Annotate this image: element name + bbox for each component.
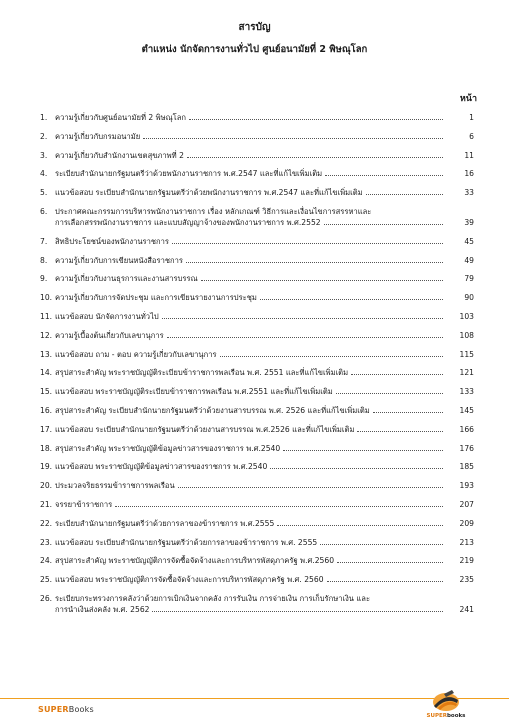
toc-entry xyxy=(40,461,474,472)
toc-entry-number: 19. xyxy=(40,462,53,472)
toc-entry-page: 219 xyxy=(459,556,474,566)
toc-entry-page: 121 xyxy=(459,368,474,378)
toc-entry xyxy=(40,405,474,416)
dot-leader xyxy=(187,157,443,158)
toc-entry-page: 166 xyxy=(459,424,474,434)
dot-leader xyxy=(373,412,443,413)
dot-leader xyxy=(277,525,443,526)
toc-entry-number: 18. xyxy=(40,443,53,453)
toc-entry-number: 23. xyxy=(40,537,53,547)
toc-entry-page: 185 xyxy=(459,462,474,472)
toc-entry xyxy=(40,131,474,142)
toc-entry-number: 14. xyxy=(40,368,53,378)
toc-entry xyxy=(40,349,474,360)
dot-leader xyxy=(162,318,443,319)
dot-leader xyxy=(270,468,443,469)
toc-entry xyxy=(40,236,474,247)
toc-entry-page: 115 xyxy=(459,349,474,359)
dot-leader xyxy=(320,544,443,545)
toc-entry-title: แนวข้อสอบ พระราชบัญญัติข้อมูลข่าวสารของราชการ พ.ศ.2540 xyxy=(55,462,268,472)
footer-brand-books: Books xyxy=(68,705,94,714)
toc-entry-page: 241 xyxy=(459,605,474,614)
toc-entry-number: 17. xyxy=(40,424,53,434)
toc-entry-title: แนวข้อสอบ พระราชบัญญัติระเบียบข้าราชการพลเรือน พ.ศ.2551 และที่แก้ไขเพิ่มเติม xyxy=(55,387,333,397)
toc-entry xyxy=(40,537,474,548)
toc-entry-page: 49 xyxy=(464,255,474,265)
toc-entry-page: 6 xyxy=(469,131,474,141)
toc-entry-page: 133 xyxy=(459,387,474,397)
toc-entry xyxy=(40,443,474,454)
toc-entry-page: 16 xyxy=(464,169,474,179)
toc-entry xyxy=(40,574,474,585)
toc-entry xyxy=(40,150,474,161)
toc-entry-number: 3. xyxy=(40,150,48,160)
toc-entry-title: ความรู้เกี่ยวกับสำนักงานเขตสุขภาพที่ 2 xyxy=(55,150,184,160)
dot-leader xyxy=(351,374,443,375)
toc-entry-title: แนวข้อสอบ ถาม - ตอบ ความรู้เกี่ยวกับเลขานุการ xyxy=(55,349,217,359)
dot-leader xyxy=(324,224,443,225)
toc-entry-title: สิทธิประโยชน์ของพนักงานราชการ xyxy=(55,236,169,246)
toc-entry xyxy=(40,112,474,123)
toc-entry-title: ความรู้เกี่ยวกับการเขียนหนังสือราชการ xyxy=(55,255,183,265)
toc-entry-number: 11. xyxy=(40,312,53,321)
toc-entry xyxy=(40,386,474,397)
toc-entry-title: ความรู้เกี่ยวกับงานธุรการและงานสารบรรณ xyxy=(55,274,198,284)
page-column-header: หน้า xyxy=(459,94,477,104)
toc-entry xyxy=(40,555,474,566)
toc-entry xyxy=(40,593,474,615)
toc-entry-page: 235 xyxy=(459,575,474,585)
superbooks-logo xyxy=(424,686,468,724)
toc-entry-page: 45 xyxy=(464,236,474,246)
footer-brand xyxy=(38,704,94,716)
page-title: สารบัญ xyxy=(238,22,271,33)
toc-entry xyxy=(40,499,474,510)
toc-entry-number: 5. xyxy=(40,188,48,198)
toc-entry xyxy=(40,273,474,284)
dot-leader xyxy=(189,119,443,120)
dot-leader xyxy=(357,431,443,432)
logo-text-super: SUPER xyxy=(426,713,447,719)
toc-entry-page: 209 xyxy=(459,518,474,528)
dot-leader xyxy=(283,450,443,451)
toc-entry-title: ความรู้เกี่ยวกับศูนย์อนามัยที่ 2 พิษณุโลก xyxy=(55,113,186,122)
toc-entry xyxy=(40,206,474,228)
dot-leader xyxy=(152,611,443,612)
toc-entry-title: ความรู้เบื้องต้นเกี่ยวกับเลขานุการ xyxy=(55,330,164,340)
toc-entry-page: 176 xyxy=(459,443,474,453)
dot-leader xyxy=(178,487,443,488)
toc-entry-title: แนวข้อสอบ นักจัดการงานทั่วไป xyxy=(55,312,159,321)
footer-brand-super: SUPER xyxy=(38,705,69,714)
toc-entry xyxy=(40,168,474,179)
toc-entry-title: จรรยาข้าราชการ xyxy=(55,500,113,509)
toc-entry-number: 13. xyxy=(40,349,53,359)
toc-entry-title: ความรู้เกี่ยวกับการจัดประชุม และการเขียนรายงานการประชุม xyxy=(55,293,257,303)
toc-entry-title: แนวข้อสอบ ระเบียบสำนักนายกรัฐมนตรีว่าด้วยการลาของข้าราชการ พ.ศ. 2555 xyxy=(55,537,318,547)
toc-entry-page: 79 xyxy=(464,274,474,284)
dot-leader xyxy=(115,506,443,507)
toc-entry-number: 2. xyxy=(40,131,48,141)
dot-leader xyxy=(336,393,443,394)
dot-leader xyxy=(325,175,443,176)
toc-entry-number: 16. xyxy=(40,406,53,415)
toc-entry-number: 26. xyxy=(40,594,53,603)
logo-text-books: books xyxy=(447,713,466,719)
toc-entry-number: 9. xyxy=(40,274,48,284)
toc-entry xyxy=(40,187,474,198)
dot-leader xyxy=(201,280,443,281)
toc-entry-number: 12. xyxy=(40,330,53,340)
toc-entry-title: ประกาศคณะกรรมการบริหารพนักงานราชการ เรื่อง หลักเกณฑ์ วิธีการและเงื่อนไขการสรรหาและ xyxy=(55,207,372,216)
toc-entry-number: 4. xyxy=(40,169,48,179)
toc-entry xyxy=(40,480,474,491)
toc-entry-page: 193 xyxy=(459,481,474,491)
toc-entry-title: การนำเงินส่งคลัง พ.ศ. 2562 xyxy=(55,605,150,614)
toc-entry-number: 8. xyxy=(40,255,48,265)
dot-leader xyxy=(337,562,443,563)
toc-entry-title: ระเบียบกระทรวงการคลังว่าด้วยการเบิกเงินจากคลัง การรับเงิน การจ่ายเงิน การเก็บรักษาเงิน และ xyxy=(55,594,371,603)
toc-entry-page: 90 xyxy=(464,293,474,303)
dot-leader xyxy=(172,243,443,244)
toc-entry-page: 11 xyxy=(464,150,474,160)
toc-entry-title: ระเบียบสำนักนายกรัฐมนตรีว่าด้วยการลาของข้าราชการ พ.ศ.2555 xyxy=(55,518,275,528)
book-icon xyxy=(424,686,468,714)
toc-entry-page: 1 xyxy=(469,113,474,122)
toc-entry-page: 33 xyxy=(464,188,474,198)
toc-entry xyxy=(40,367,474,378)
toc-entry-title: ประมวลจริยธรรมข้าราชการพลเรือน xyxy=(55,481,175,491)
dot-leader xyxy=(186,262,443,263)
toc-entry-number: 6. xyxy=(40,207,48,216)
toc-entry xyxy=(40,330,474,341)
toc-entry-number: 1. xyxy=(40,113,48,122)
toc-entry-title: แนวข้อสอบ ระเบียบสำนักนายกรัฐมนตรีว่าด้วยงานสารบรรณ พ.ศ.2526 และที่แก้ไขเพิ่มเติม xyxy=(55,424,355,434)
toc-entry-number: 7. xyxy=(40,236,48,246)
dot-leader xyxy=(167,337,443,338)
toc-entry-title: ความรู้เกี่ยวกับกรมอนามัย xyxy=(55,131,141,141)
page-subtitle: ตำแหน่ง นักจัดการงานทั่วไป ศูนย์อนามัยที่ 2 พิษณุโลก xyxy=(141,44,368,55)
toc-entry-number: 10. xyxy=(40,293,53,303)
toc-entry-number: 20. xyxy=(40,481,53,491)
toc-entry-title: สรุปสาระสำคัญ ระเบียบสำนักนายกรัฐมนตรีว่าด้วยงานสารบรรณ พ.ศ. 2526 และที่แก้ไขเพิ่มเติม xyxy=(55,406,370,415)
toc-entry-title: แนวข้อสอบ พระราชบัญญัติการจัดซื้อจัดจ้างและการบริหารพัสดุภาครัฐ พ.ศ. 2560 xyxy=(55,575,324,585)
toc-entry-page: 207 xyxy=(459,500,474,509)
toc-entry-page: 108 xyxy=(459,330,474,340)
toc-entry-number: 22. xyxy=(40,518,53,528)
toc-entry xyxy=(40,255,474,266)
toc-entry-number: 24. xyxy=(40,556,53,566)
dot-leader xyxy=(327,581,443,582)
toc-entry-page: 39 xyxy=(464,218,474,227)
toc-entry-title: สรุปสาระสำคัญ พระราชบัญญัติระเบียบข้าราชการพลเรือน พ.ศ. 2551 และที่แก้ไขเพิ่มเติม xyxy=(55,368,349,378)
toc-entry-page: 145 xyxy=(459,406,474,415)
toc-entry-title: สรุปสาระสำคัญ พระราชบัญญัติการจัดซื้อจัดจ้างและการบริหารพัสดุภาครัฐ พ.ศ.2560 xyxy=(55,556,335,566)
toc-entry-page: 103 xyxy=(459,312,474,321)
toc-entry-number: 25. xyxy=(40,575,53,585)
toc-entry xyxy=(40,292,474,303)
toc-entry-page: 213 xyxy=(459,537,474,547)
logo-text xyxy=(424,712,468,720)
toc-entry-number: 21. xyxy=(40,500,53,509)
toc-entry-title: การเลือกสรรพนักงานราชการ และแบบสัญญาจ้างของพนักงานราชการ พ.ศ.2552 xyxy=(55,218,321,227)
toc-entry-title: ระเบียบสำนักนายกรัฐมนตรีว่าด้วยพนักงานราชการ พ.ศ.2547 และที่แก้ไขเพิ่มเติม xyxy=(55,169,323,179)
toc-entry-number: 15. xyxy=(40,387,53,397)
toc-entry xyxy=(40,424,474,435)
dot-leader xyxy=(366,194,443,195)
toc-entry-title: แนวข้อสอบ ระเบียบสำนักนายกรัฐมนตรีว่าด้วยพนักงานราชการ พ.ศ.2547 และที่แก้ไขเพิ่มเติม xyxy=(55,188,363,198)
dot-leader xyxy=(260,299,443,300)
dot-leader xyxy=(220,356,443,357)
toc-entry xyxy=(40,311,474,322)
toc-entry xyxy=(40,518,474,529)
toc-entry-title: สรุปสาระสำคัญ พระราชบัญญัติข้อมูลข่าวสารของราชการ พ.ศ.2540 xyxy=(55,443,281,453)
dot-leader xyxy=(143,138,443,139)
